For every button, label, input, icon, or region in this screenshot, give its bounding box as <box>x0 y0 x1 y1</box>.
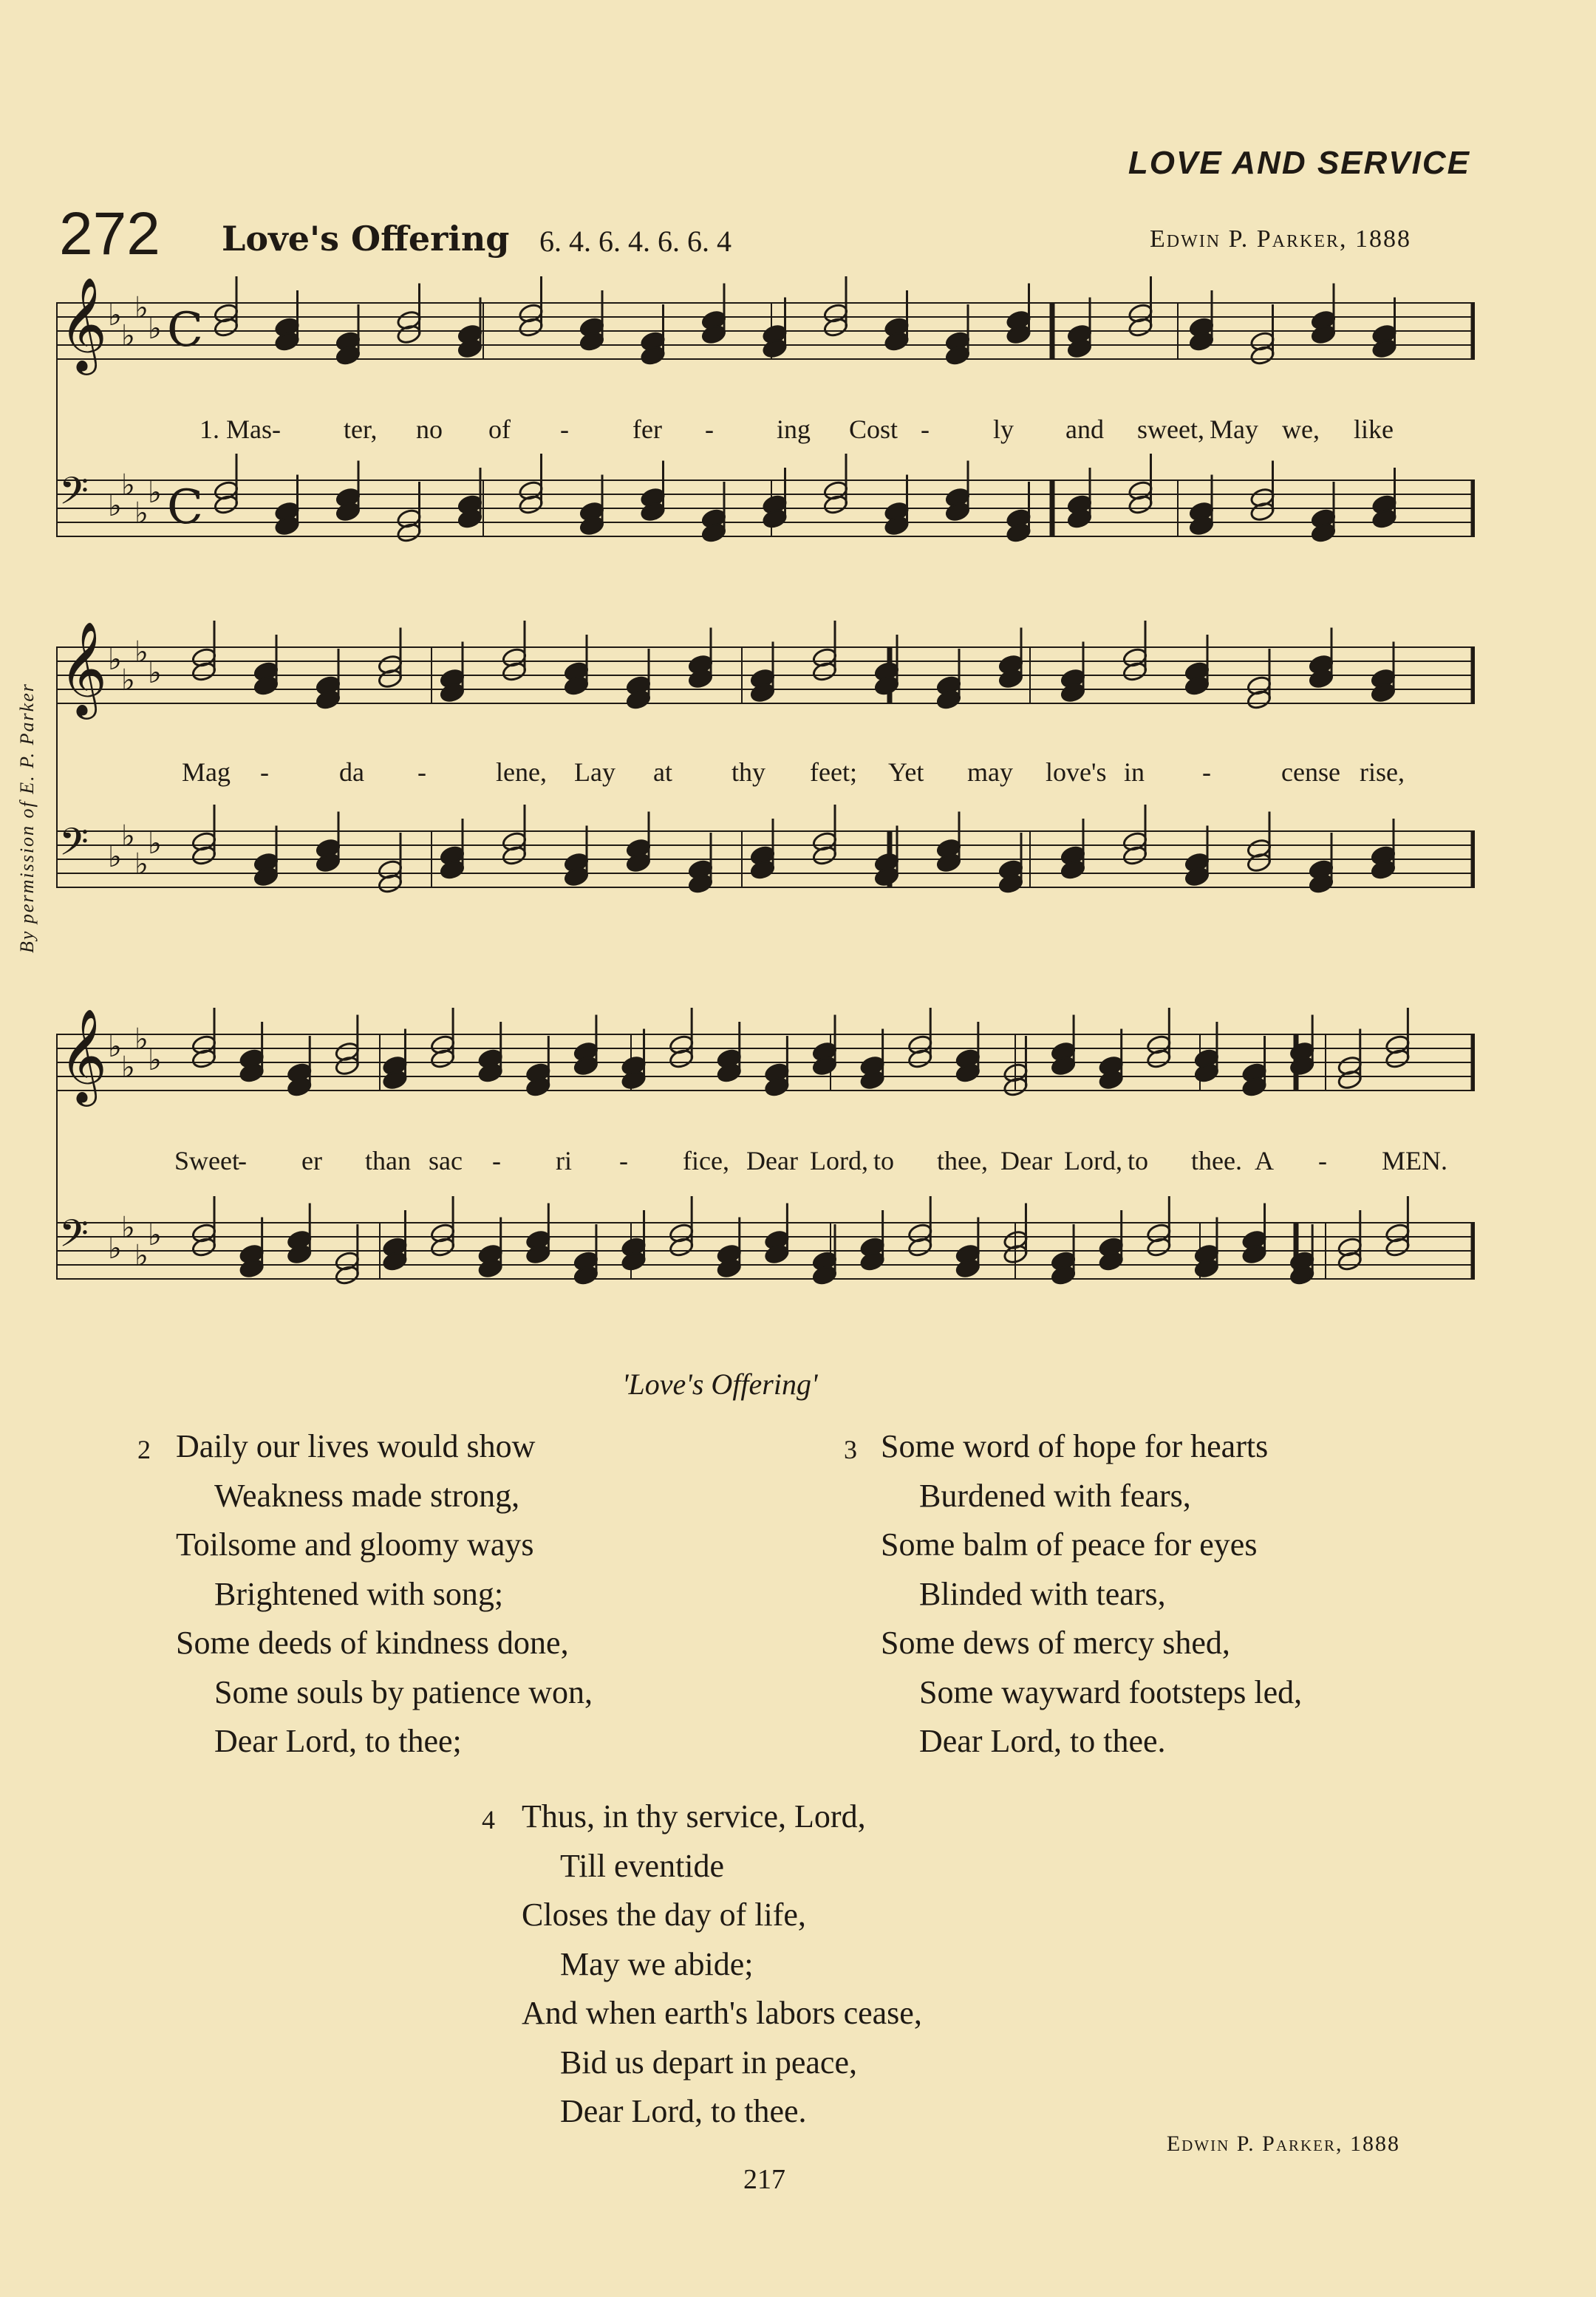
lyric-syllable: thee, <box>937 1146 988 1175</box>
verse-line: Bid us depart in peace, <box>560 2044 857 2081</box>
flat-sign: ♭ <box>121 819 135 853</box>
verse-line: Till eventide <box>560 1847 725 1884</box>
lyric-syllable: er <box>301 1146 322 1175</box>
verse-number: 4 <box>482 1805 495 1834</box>
verse-line: Some dews of mercy shed, <box>881 1625 1230 1661</box>
page-number: 217 <box>743 2164 785 2195</box>
lyric-syllable: - <box>260 757 269 787</box>
verse-line: Dear Lord, to thee. <box>560 2093 807 2129</box>
lyric-syllable: Yet <box>888 757 924 787</box>
lyric-syllable: Lord, <box>1064 1146 1122 1175</box>
lyric-syllable: feet; <box>810 757 857 787</box>
verse-2 <box>137 1422 593 1767</box>
flat-sign: ♭ <box>108 1232 122 1266</box>
verse-line: Blinded with tears, <box>919 1575 1166 1612</box>
treble-clef: 𝄞 <box>59 621 108 715</box>
verse-line: Brightened with song; <box>214 1575 504 1612</box>
lyric-syllable: cense <box>1281 757 1340 787</box>
lyric-syllable: we, <box>1282 414 1320 444</box>
lyric-syllable: - <box>705 414 714 444</box>
verse-line: Some deeds of kindness done, <box>176 1625 569 1661</box>
verse-line: And when earth's labors cease, <box>522 1995 922 2031</box>
composer-credit: Edwin P. Parker, 1888 <box>1150 225 1411 253</box>
flat-sign: ♭ <box>108 643 122 677</box>
lyric-syllable: - <box>921 414 930 444</box>
verse-line: Dear Lord, to thee; <box>214 1723 462 1759</box>
flat-sign: ♭ <box>134 291 149 325</box>
hymn-number: 272 <box>59 200 160 267</box>
lyric-syllable: at <box>653 757 672 787</box>
meter: 6. 4. 6. 4. 6. 6. 4 <box>539 225 732 258</box>
flat-sign: ♭ <box>108 840 122 874</box>
lyric-syllable: - <box>560 414 569 444</box>
verse-line: Toilsome and gloomy ways <box>176 1526 534 1563</box>
lyric-syllable: Dear <box>1000 1146 1052 1175</box>
lyric-syllable: A <box>1255 1146 1274 1175</box>
flat-sign: ♭ <box>121 319 135 353</box>
verse-line: Burdened with fears, <box>919 1477 1191 1514</box>
lyric-syllable: - <box>1318 1146 1327 1175</box>
lyric-syllable: - <box>417 757 426 787</box>
time-signature: C <box>167 480 203 535</box>
lyric-syllable: fice, <box>683 1146 729 1175</box>
lyric-syllable: Cost <box>849 414 898 444</box>
section-heading: LOVE AND SERVICE <box>1128 145 1470 181</box>
flat-sign: ♭ <box>121 663 135 697</box>
lyric-syllable: Sweet <box>174 1146 239 1175</box>
lyric-syllable: - <box>272 414 281 444</box>
verse-number: 2 <box>137 1435 151 1464</box>
lyric-syllable: rise, <box>1360 757 1405 787</box>
lyric-syllable: 1. Mas <box>200 414 272 444</box>
lyric-syllable: to <box>873 1146 895 1175</box>
flat-sign: ♭ <box>121 1051 135 1085</box>
lyric-syllable: fer <box>632 414 662 444</box>
lyric-syllable: like <box>1354 414 1394 444</box>
lyric-syllable: no <box>416 414 443 444</box>
flat-sign: ♭ <box>148 827 162 861</box>
permission-credit: By permission of E. P. Parker <box>16 683 38 953</box>
lyric-syllable: and <box>1065 414 1104 444</box>
lyric-syllable: sweet, <box>1137 414 1204 444</box>
verse-line: Some word of hope for hearts <box>881 1428 1269 1464</box>
lyric-syllable: may <box>967 757 1013 787</box>
verse-line: May we abide; <box>560 1945 754 1982</box>
verse-line: Daily our lives would show <box>176 1428 536 1464</box>
flat-sign: ♭ <box>134 635 149 669</box>
flat-sign: ♭ <box>108 489 122 523</box>
verse-line: Some wayward footsteps led, <box>919 1673 1303 1710</box>
lyric-syllable: Dear <box>746 1146 798 1175</box>
lyric-syllable: ly <box>993 414 1014 444</box>
lyric-syllable: sac <box>429 1146 463 1175</box>
lyric-syllable: - <box>1202 757 1211 787</box>
verse-line: Thus, in thy service, Lord, <box>522 1798 866 1834</box>
verse-4 <box>482 1792 922 2137</box>
bass-clef: 𝄢 <box>59 1211 89 1265</box>
lyric-syllable: - <box>492 1146 501 1175</box>
flat-sign: ♭ <box>108 1030 122 1064</box>
flat-sign: ♭ <box>148 1218 162 1252</box>
lyric-syllable: than <box>365 1146 411 1175</box>
lyric-syllable: ter, <box>344 414 378 444</box>
tune-name: Love's Offering <box>222 219 510 259</box>
lyric-syllable: love's <box>1046 757 1107 787</box>
lyric-syllable: Mag <box>182 757 231 787</box>
lyric-syllable: thy <box>732 757 766 787</box>
lyric-syllable: Lay <box>574 757 615 787</box>
lyric-syllable: - <box>238 1146 247 1175</box>
lyric-syllable: thee. <box>1191 1146 1242 1175</box>
time-signature: C <box>167 303 203 358</box>
flat-sign: ♭ <box>134 496 149 530</box>
lyric-syllable: May <box>1210 414 1258 444</box>
lyric-syllable: of <box>488 414 511 444</box>
flat-sign: ♭ <box>134 1239 149 1273</box>
lyric-syllable: MEN. <box>1382 1146 1447 1175</box>
bass-clef: 𝄢 <box>59 468 89 522</box>
flat-sign: ♭ <box>148 312 162 346</box>
tune-caption: 'Love's Offering' <box>622 1368 818 1401</box>
verse-3 <box>844 1422 1303 1767</box>
lyric-syllable: ri <box>556 1146 572 1175</box>
flat-sign: ♭ <box>108 298 122 332</box>
flat-sign: ♭ <box>148 1043 162 1077</box>
verse-line: Weakness made strong, <box>214 1477 520 1514</box>
treble-clef: 𝄞 <box>59 1008 108 1102</box>
lyric-syllable: - <box>619 1146 628 1175</box>
lyric-syllable: lene, <box>496 757 547 787</box>
flat-sign: ♭ <box>134 1023 149 1057</box>
lyric-syllable: in <box>1124 757 1145 787</box>
verse-line: Some balm of peace for eyes <box>881 1526 1258 1563</box>
lyric-syllable: Lord, <box>810 1146 868 1175</box>
verse-number: 3 <box>844 1435 857 1464</box>
lyric-syllable: da <box>339 757 364 787</box>
flat-sign: ♭ <box>148 476 162 510</box>
lyric-syllable: to <box>1128 1146 1149 1175</box>
treble-clef: 𝄞 <box>59 276 108 371</box>
lyric-syllable: ing <box>777 414 811 444</box>
flat-sign: ♭ <box>134 847 149 881</box>
flat-sign: ♭ <box>121 468 135 502</box>
bass-clef: 𝄢 <box>59 819 89 873</box>
flat-sign: ♭ <box>148 656 162 690</box>
verse-line: Dear Lord, to thee. <box>919 1723 1166 1759</box>
author-credit: Edwin P. Parker, 1888 <box>1166 2132 1400 2156</box>
flat-sign: ♭ <box>121 1211 135 1245</box>
verse-line: Some souls by patience won, <box>214 1673 593 1710</box>
verse-line: Closes the day of life, <box>522 1897 806 1933</box>
